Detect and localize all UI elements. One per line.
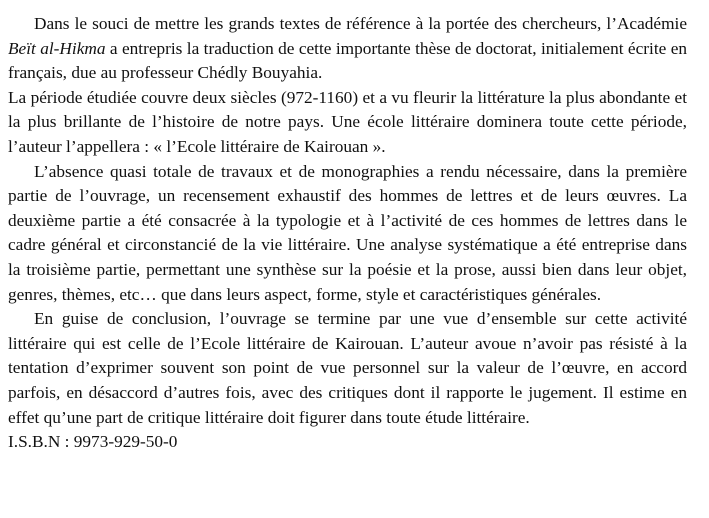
- paragraph-conclusion: En guise de conclusion, l’ouvrage se termine par une vue d’ensemble sur cette activité littéraire qui est celle de l’Ecole littéraire de Kairouan. L’auteur avoue n’avoir pas résisté à la tentation d’exprimer souvent son point de vue personnel sur la valeur de l’œuvre, en accord parfois, en désaccord d’autres fois, avec des critiques dont il rapporte le jugement. Il estime en effet qu’une part de critique littéraire doit figurer dans toute étude littéraire.: [8, 309, 687, 427]
- document-body: [8, 12, 687, 455]
- paragraph-period: La période étudiée couvre deux siècles (972-1160) et a vu fleurir la littérature la plus abondante et la plus brillante de l’histoire de notre pays. Une école littéraire dominera toute cette période, l’auteur l’appellera : « l’Ecole littéraire de Kairouan ».: [8, 87, 687, 156]
- paragraph-intro-text-start: Dans le souci de mettre les grands textes de référence à la portée des chercheurs, l’Académie: [34, 14, 687, 33]
- institution-name: Beït al-Hikma: [8, 38, 106, 58]
- paragraph-intro: [8, 12, 687, 86]
- isbn-line: I.S.B.N : 9973-929-50-0: [8, 432, 178, 452]
- paragraph-intro-text-end: a entrepris la traduction de cette importante thèse de doctorat, initialement écrite en français, due au professeur Chédly Bouyahia.: [8, 38, 688, 83]
- paragraph-structure: L’absence quasi totale de travaux et de monographies a rendu nécessaire, dans la première partie de l’ouvrage, un recensement exhaustif des hommes de lettres et de leurs œuvres. La deuxième partie a été consacrée à la typologie et à l’activité de ces hommes de lettres dans le cadre général et circonstancié de la vie littéraire. Une analyse systématique a été entreprise dans la troisième partie, permettant une synthèse sur la poésie et la prose, aussi bien dans leur objet, genres, thèmes, etc… que dans leurs aspect, forme, style et caractéristiques générales.: [8, 161, 687, 304]
